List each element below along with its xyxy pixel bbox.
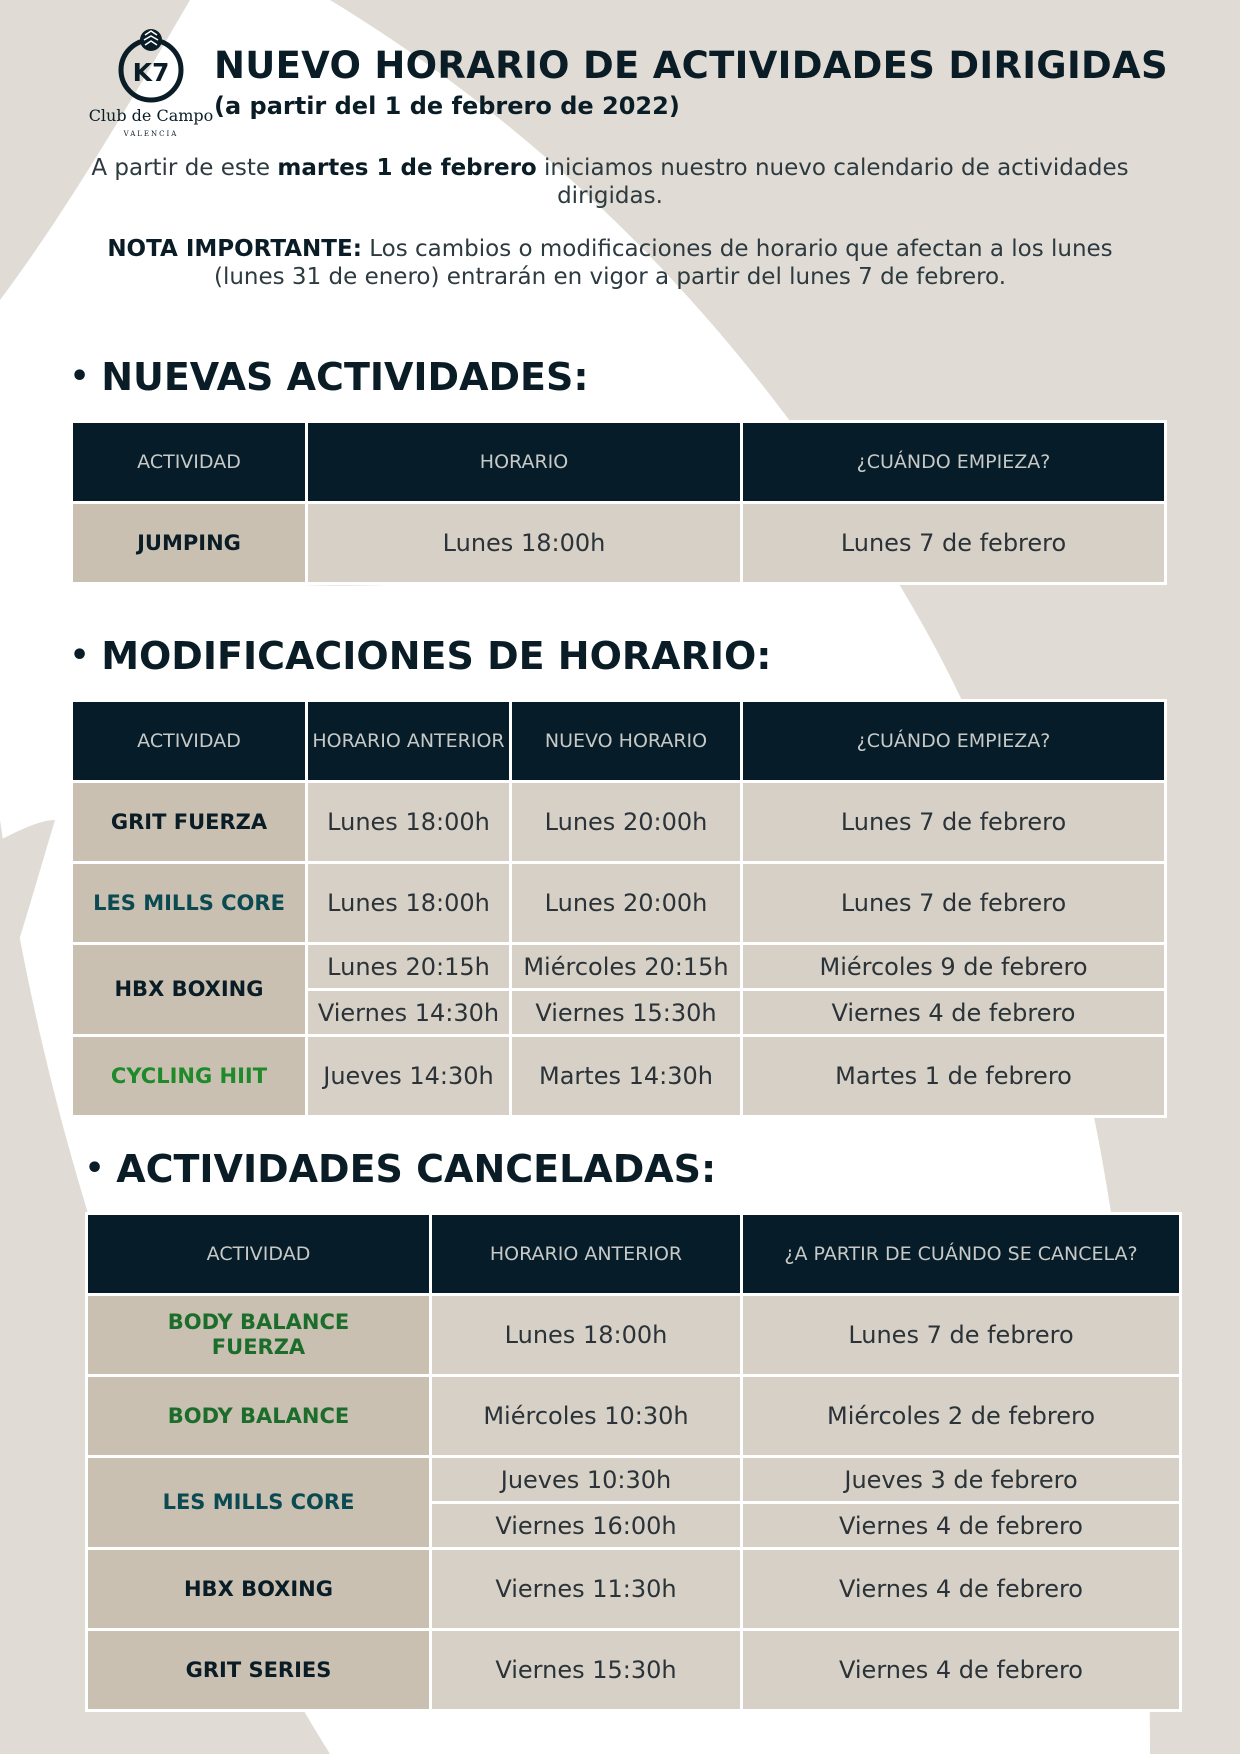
start-date-cell: Miércoles 9 de febrero bbox=[742, 944, 1166, 990]
table-row bbox=[87, 1630, 1181, 1711]
bullet-icon: • bbox=[70, 359, 90, 394]
new-schedule-cell: Martes 14:30h bbox=[511, 1036, 742, 1117]
bullet-icon: • bbox=[85, 1151, 105, 1186]
previous-schedule-cell: Lunes 18:00h bbox=[431, 1295, 742, 1376]
previous-schedule-cell: Jueves 10:30h bbox=[431, 1457, 742, 1503]
schedule-cell: Lunes 18:00h bbox=[307, 503, 742, 584]
start-date-cell: Viernes 4 de febrero bbox=[742, 990, 1166, 1036]
start-date-cell: Lunes 7 de febrero bbox=[742, 863, 1166, 944]
logo-mark: K7 bbox=[132, 58, 170, 87]
table-header-row bbox=[72, 701, 1166, 782]
previous-schedule-cell: Viernes 14:30h bbox=[307, 990, 511, 1036]
previous-schedule-cell: Viernes 11:30h bbox=[431, 1549, 742, 1630]
previous-schedule-cell: Jueves 14:30h bbox=[307, 1036, 511, 1117]
previous-schedule-cell: Viernes 16:00h bbox=[431, 1503, 742, 1549]
cancel-date-cell: Lunes 7 de febrero bbox=[742, 1295, 1181, 1376]
intro-text-bold: martes 1 de febrero bbox=[277, 155, 537, 181]
k7-emblem-icon bbox=[88, 26, 214, 106]
logo-name: Club de Campo bbox=[88, 106, 214, 125]
table-row bbox=[72, 782, 1166, 863]
intro-paragraph bbox=[90, 154, 1130, 210]
column-header: ¿CUÁNDO EMPIEZA? bbox=[742, 422, 1166, 503]
start-date-cell: Martes 1 de febrero bbox=[742, 1036, 1166, 1117]
column-header: HORARIO bbox=[307, 422, 742, 503]
activity-name: LES MILLS CORE bbox=[72, 863, 307, 944]
intro-text-post: iniciamos nuestro nuevo calendario de actividades dirigidas. bbox=[536, 155, 1129, 209]
previous-schedule-cell: Miércoles 10:30h bbox=[431, 1376, 742, 1457]
column-header: NUEVO HORARIO bbox=[511, 701, 742, 782]
background-leaf-left bbox=[0, 820, 55, 1000]
start-date-cell: Lunes 7 de febrero bbox=[742, 503, 1166, 584]
column-header: ACTIVIDAD bbox=[87, 1214, 431, 1295]
schedule-changes-table bbox=[70, 699, 1167, 1118]
section-title-text: MODIFICACIONES DE HORARIO: bbox=[101, 634, 772, 678]
cancel-date-cell: Viernes 4 de febrero bbox=[742, 1549, 1181, 1630]
activity-name: HBX BOXING bbox=[72, 944, 307, 1036]
logo-subtitle: VALENCIA bbox=[123, 130, 179, 138]
section-title-text: NUEVAS ACTIVIDADES: bbox=[101, 355, 589, 399]
cancel-date-cell: Viernes 4 de febrero bbox=[742, 1630, 1181, 1711]
new-schedule-cell: Miércoles 20:15h bbox=[511, 944, 742, 990]
column-header: ¿A PARTIR DE CUÁNDO SE CANCELA? bbox=[742, 1214, 1181, 1295]
table-row bbox=[72, 944, 1166, 990]
bullet-icon: • bbox=[70, 638, 90, 673]
cancel-date-cell: Viernes 4 de febrero bbox=[742, 1503, 1181, 1549]
table-row bbox=[87, 1457, 1181, 1503]
important-note bbox=[90, 235, 1130, 291]
cancel-date-cell: Jueves 3 de febrero bbox=[742, 1457, 1181, 1503]
column-header: ¿CUÁNDO EMPIEZA? bbox=[742, 701, 1166, 782]
start-date-cell: Lunes 7 de febrero bbox=[742, 782, 1166, 863]
activity-name: HBX BOXING bbox=[87, 1549, 431, 1630]
table-row bbox=[87, 1549, 1181, 1630]
section-title-modificaciones bbox=[70, 634, 771, 678]
activity-name: GRIT FUERZA bbox=[72, 782, 307, 863]
note-text: Los cambios o modificaciones de horario que afectan a los lunes (lunes 31 de enero) entrarán en vigor a partir del lunes 7 de febrero. bbox=[213, 236, 1113, 290]
table-row bbox=[72, 863, 1166, 944]
previous-schedule-cell: Viernes 15:30h bbox=[431, 1630, 742, 1711]
column-header: HORARIO ANTERIOR bbox=[431, 1214, 742, 1295]
activity-name: GRIT SERIES bbox=[87, 1630, 431, 1711]
cancel-date-cell: Miércoles 2 de febrero bbox=[742, 1376, 1181, 1457]
new-schedule-cell: Viernes 15:30h bbox=[511, 990, 742, 1036]
cancelled-activities-table bbox=[85, 1212, 1182, 1712]
club-logo bbox=[88, 26, 214, 146]
new-schedule-cell: Lunes 20:00h bbox=[511, 782, 742, 863]
section-title-nuevas bbox=[70, 355, 589, 399]
previous-schedule-cell: Lunes 18:00h bbox=[307, 782, 511, 863]
activity-name: JUMPING bbox=[72, 503, 307, 584]
table-row bbox=[72, 503, 1166, 584]
note-label: NOTA IMPORTANTE: bbox=[107, 236, 362, 262]
page-title: NUEVO HORARIO DE ACTIVIDADES DIRIGIDAS bbox=[214, 44, 1168, 87]
activity-name: LES MILLS CORE bbox=[87, 1457, 431, 1549]
column-header: ACTIVIDAD bbox=[72, 701, 307, 782]
previous-schedule-cell: Lunes 18:00h bbox=[307, 863, 511, 944]
column-header: ACTIVIDAD bbox=[72, 422, 307, 503]
new-activities-table bbox=[70, 420, 1167, 585]
page-subtitle: (a partir del 1 de febrero de 2022) bbox=[214, 92, 680, 120]
new-schedule-cell: Lunes 20:00h bbox=[511, 863, 742, 944]
activity-name: CYCLING HIIT bbox=[72, 1036, 307, 1117]
column-header: HORARIO ANTERIOR bbox=[307, 701, 511, 782]
intro-text-pre: A partir de este bbox=[91, 155, 278, 181]
table-header-row bbox=[87, 1214, 1181, 1295]
table-row bbox=[72, 1036, 1166, 1117]
table-header-row bbox=[72, 422, 1166, 503]
activity-name: BODY BALANCE bbox=[87, 1376, 431, 1457]
section-title-text: ACTIVIDADES CANCELADAS: bbox=[116, 1147, 717, 1191]
table-row bbox=[87, 1295, 1181, 1376]
previous-schedule-cell: Lunes 20:15h bbox=[307, 944, 511, 990]
table-row bbox=[87, 1376, 1181, 1457]
section-title-canceladas bbox=[85, 1147, 716, 1191]
activity-name: BODY BALANCE FUERZA bbox=[87, 1295, 431, 1376]
